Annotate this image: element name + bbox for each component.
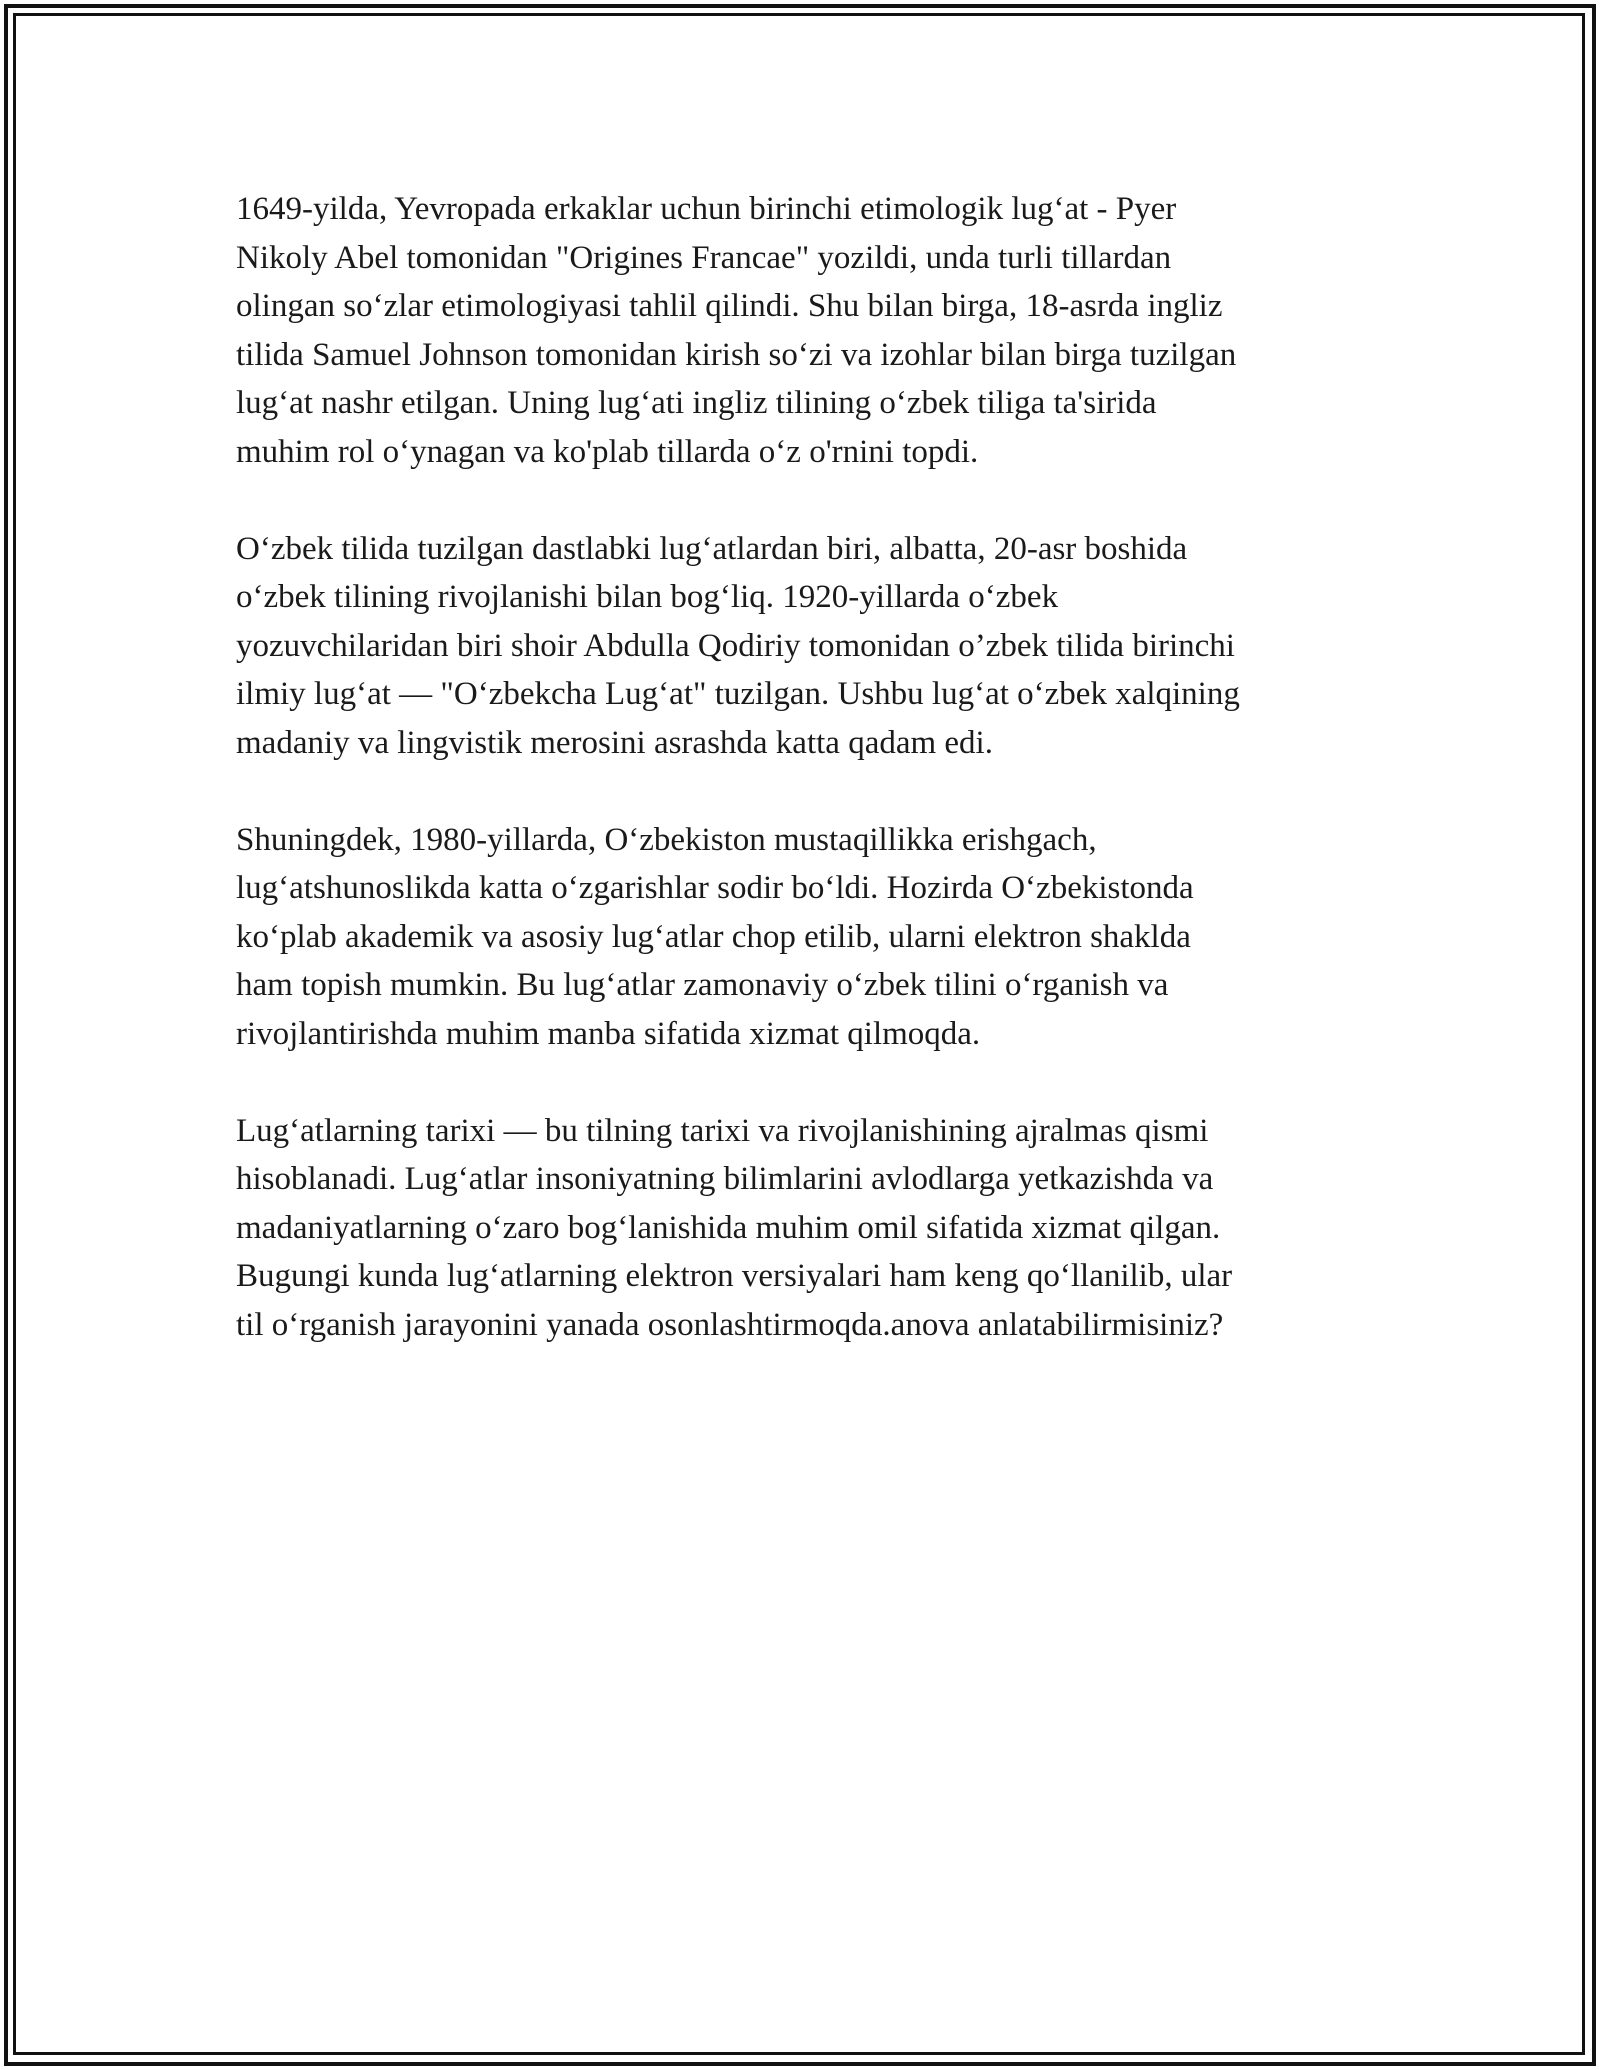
paragraph-uzbek-first-dictionaries: O‘zbek tilida tuzilgan dastlabki lug‘atlardan biri, albatta, 20-asr boshida o‘zbek tilining rivojlanishi bilan bog‘liq. 1920-yillarda o‘zbek yozuvchilaridan biri shoir Abdulla Qodiriy tomonidan o’zbek tilida birinchi ilmiy lug‘at — "O‘zbekcha Lug‘at" tuzilgan. Ushbu lug‘at o‘zbek xalqining madaniy va lingvistik merosini asrashda katta qadam edi. <box>236 530 1240 761</box>
paragraph-independence-lexicography: Shuningdek, 1980-yillarda, O‘zbekiston mustaqillikka erishgach, lug‘atshunoslikda katta o‘zgarishlar sodir bo‘ldi. Hozirda O‘zbekistonda ko‘plab akademik va asosiy lug‘atlar chop etilib, ularni elektron shaklda ham topish mumkin. Bu lug‘atlar zamonaviy o‘zbek tilini o‘rganish va rivojlantirishda muhim manba sifatida xizmat qilmoqda. <box>236 821 1194 1052</box>
document-body <box>236 185 1366 1398</box>
paragraph-etymology-history: 1649-yilda, Yevropada erkaklar uchun birinchi etimologik lug‘at - Pyer Nikoly Abel tomonidan "Origines Francae" yozildi, unda turli tillardan olingan so‘zlar etimologiyasi tahlil qilindi. Shu bilan birga, 18-asrda ingliz tilida Samuel Johnson tomonidan kirish so‘zi va izohlar bilan birga tuzilgan lug‘at nashr etilgan. Uning lug‘ati ingliz tilining o‘zbek tiliga ta'sirida muhim rol o‘ynagan va ko'plab tillarda o‘z o'rnini topdi. <box>236 191 1237 470</box>
paragraph-dictionary-history-summary: Lug‘atlarning tarixi — bu tilning tarixi va rivojlanishining ajralmas qismi hisoblanadi. Lug‘atlar insoniyatning bilimlarini avlodlarga yetkazishda va madaniyatlarning o‘zaro bog‘lanishida muhim omil sifatida xizmat qilgan. Bugungi kunda lug‘atlarning elektron versiyalari ham keng qo‘llanilib, ular til o‘rganish jarayonini yanada osonlashtirmoqda.anova anlatabilirmisiniz? <box>236 1112 1233 1343</box>
